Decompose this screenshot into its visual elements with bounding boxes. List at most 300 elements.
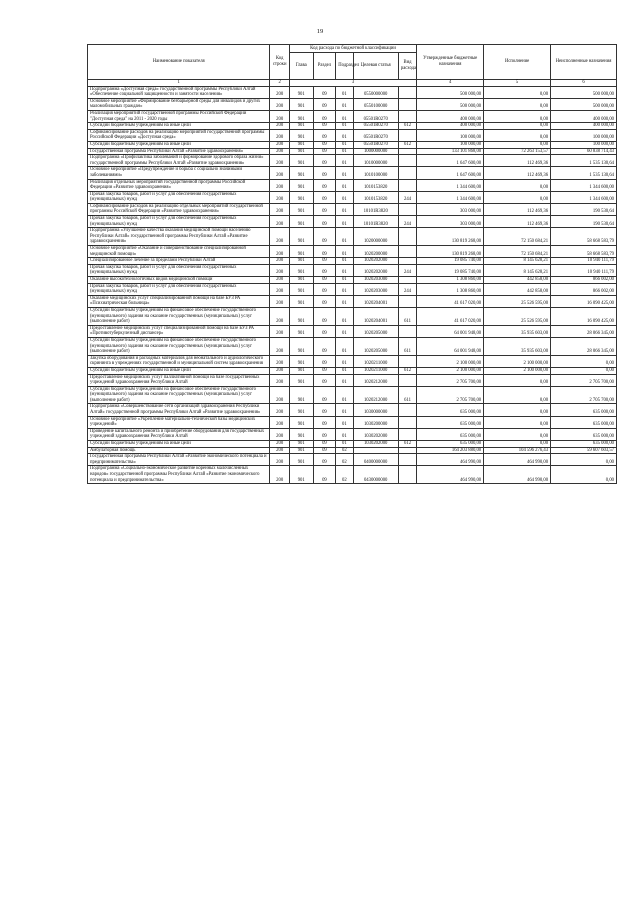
cell-name: Подпрограмма «Профилактика заболеваний и формирование здорового образа жизни» государственной программы Республики Алтай «Развитие здравоохранения»: [88, 155, 270, 167]
cell-executed: 0,00: [484, 86, 551, 98]
cell-target: 1030200000: [353, 416, 398, 428]
cell-exp-type: 244: [398, 191, 416, 203]
column-index: 4: [417, 80, 484, 87]
cell-name: Предоставление медицинских услуг специализированной помощи на базе БУЗ РА «Противотуберкулезный диспансер»: [88, 325, 270, 337]
cell-section: 09: [313, 447, 336, 454]
table-row: [88, 295, 617, 307]
cell-chapter: 901: [289, 264, 313, 276]
cell-subsection: 01: [336, 216, 353, 228]
cell-section: 09: [313, 264, 336, 276]
table-row: [88, 454, 617, 466]
cell-remaining: 100 000,00: [551, 129, 617, 141]
cell-chapter: 901: [289, 416, 313, 428]
cell-code: 200: [270, 129, 289, 141]
cell-code: 200: [270, 123, 289, 130]
table-row: [88, 428, 617, 440]
table-header-row: [88, 45, 617, 53]
cell-name: Субсидии бюджетным учреждениям на финансовое обеспечение государственного (муниципального) задания на оказание государственных (муниципальных) услуг (выполнение работ): [88, 386, 270, 404]
cell-remaining: 0,00: [551, 367, 617, 374]
cell-section: 09: [313, 404, 336, 416]
cell-approved: 19 085 740,00: [417, 258, 484, 265]
cell-remaining: 58 668 583,79: [551, 246, 617, 258]
cell-approved: 1 647 600,00: [417, 155, 484, 167]
cell-remaining: 28 066 345,00: [551, 325, 617, 337]
cell-approved: 400 000,00: [417, 110, 484, 122]
cell-remaining: 400 000,00: [551, 110, 617, 122]
cell-code: 200: [270, 167, 289, 179]
table-row: [88, 216, 617, 228]
cell-chapter: 901: [289, 203, 313, 215]
cell-executed: 25 526 595,00: [484, 295, 551, 307]
cell-executed: 35 935 603,00: [484, 325, 551, 337]
cell-approved: 500 000,00: [417, 98, 484, 110]
cell-target: 05501R0270: [353, 123, 398, 130]
cell-executed: 112 469,36: [484, 203, 551, 215]
cell-subsection: 01: [336, 167, 353, 179]
cell-subsection: 01: [336, 203, 353, 215]
cell-executed: 2 100 000,00: [484, 367, 551, 374]
cell-section: 09: [313, 246, 336, 258]
cell-target: 1020205000: [353, 337, 398, 355]
cell-name: Субсидии бюджетным учреждениям на иные цели: [88, 123, 270, 130]
cell-target: 1030202000: [353, 441, 398, 448]
cell-target: 1030000000: [353, 404, 398, 416]
cell-executed: 72 150 684,21: [484, 246, 551, 258]
cell-name: Реализация мероприятий государственной программы Российской Федерации "Доступная среда" на 2011 - 2020 годы: [88, 110, 270, 122]
cell-name: Государственная программа Республики Алтай «Развитие экономического потенциала и предпринимательства»: [88, 454, 270, 466]
cell-section: 09: [313, 191, 336, 203]
cell-remaining: 10 940 111,79: [551, 258, 617, 265]
table-row: [88, 167, 617, 179]
cell-subsection: 01: [336, 86, 353, 98]
cell-section: 09: [313, 179, 336, 191]
cell-target: 05501R0270: [353, 129, 398, 141]
cell-target: 1010100000: [353, 167, 398, 179]
cell-chapter: 901: [289, 98, 313, 110]
cell-exp-type: [398, 246, 416, 258]
cell-exp-type: [398, 258, 416, 265]
cell-section: 09: [313, 367, 336, 374]
table-row: [88, 447, 617, 454]
table-row: [88, 179, 617, 191]
cell-subsection: 01: [336, 277, 353, 284]
cell-name: Подпрограмма «Совершенствование сети организаций здравоохранения Республики Алтай» государственной программы Республики Алтай «Развитие здравоохранения»: [88, 404, 270, 416]
cell-code: 200: [270, 228, 289, 246]
cell-remaining: 635 000,00: [551, 441, 617, 448]
cell-remaining: 58 668 583,79: [551, 228, 617, 246]
cell-exp-type: [398, 466, 416, 484]
cell-name: Прочая закупка товаров, работ и услуг для обеспечения государственных (муниципальных) нужд: [88, 283, 270, 295]
cell-exp-type: [398, 203, 416, 215]
cell-remaining: 500 000,00: [551, 86, 617, 98]
table-row: [88, 129, 617, 141]
cell-exp-type: [398, 295, 416, 307]
cell-name: Амбулаторная помощь: [88, 447, 270, 454]
cell-section: 09: [313, 277, 336, 284]
cell-section: 09: [313, 337, 336, 355]
cell-subsection: 01: [336, 228, 353, 246]
cell-target: 1020202000: [353, 258, 398, 265]
cell-approved: 303 000,00: [417, 203, 484, 215]
cell-executed: 464 990,00: [484, 466, 551, 484]
cell-subsection: 01: [336, 110, 353, 122]
cell-executed: 442 858,00: [484, 277, 551, 284]
cell-executed: 104 596 276,43: [484, 447, 551, 454]
cell-approved: 464 990,00: [417, 466, 484, 484]
cell-chapter: 901: [289, 454, 313, 466]
cell-chapter: 901: [289, 86, 313, 98]
cell-section: 09: [313, 129, 336, 141]
cell-section: 09: [313, 428, 336, 440]
cell-section: 09: [313, 374, 336, 386]
cell-name: Государственная программа Республики Алтай «Развитие здравоохранения»: [88, 148, 270, 155]
header-approved: Утвержденные бюджетные назначения: [417, 45, 484, 80]
cell-code: 200: [270, 98, 289, 110]
cell-target: 1010153820: [353, 179, 398, 191]
budget-execution-table: [87, 44, 617, 484]
cell-executed: 0,00: [484, 374, 551, 386]
cell-name: Прочая закупка товаров, работ и услуг для обеспечения государственных (муниципальных) нужд: [88, 264, 270, 276]
table-row: [88, 110, 617, 122]
cell-remaining: 635 000,00: [551, 428, 617, 440]
cell-name: Субсидии бюджетным учреждениям на иные цели: [88, 441, 270, 448]
cell-name: Основное мероприятие «Укрепление материально-технической базы медицинских учреждений»: [88, 416, 270, 428]
header-bcc-group: Код расхода по бюджетной классификации: [289, 45, 416, 53]
table-row: [88, 191, 617, 203]
cell-subsection: 01: [336, 191, 353, 203]
cell-section: 09: [313, 203, 336, 215]
cell-executed: 0,00: [484, 416, 551, 428]
cell-name: Прочая закупка товаров, работ и услуг для обеспечения государственных (муниципальных) нужд: [88, 216, 270, 228]
cell-subsection: 02: [336, 466, 353, 484]
cell-chapter: 901: [289, 367, 313, 374]
cell-target: 1020211000: [353, 355, 398, 367]
cell-code: 200: [270, 416, 289, 428]
cell-name: Основное мероприятие «Оказание и совершенствование специализированной медицинской помощи»: [88, 246, 270, 258]
cell-remaining: 1 344 600,00: [551, 179, 617, 191]
cell-section: 09: [313, 325, 336, 337]
cell-remaining: 1 535 130,64: [551, 167, 617, 179]
cell-remaining: 2 705 700,00: [551, 374, 617, 386]
cell-executed: 0,00: [484, 129, 551, 141]
header-unexecuted: Неисполненные назначения: [551, 45, 617, 80]
cell-subsection: 01: [336, 148, 353, 155]
header-code: Код строки: [270, 45, 289, 80]
cell-section: 09: [313, 295, 336, 307]
table-row: [88, 355, 617, 367]
cell-code: 200: [270, 386, 289, 404]
cell-chapter: 901: [289, 386, 313, 404]
cell-code: 200: [270, 307, 289, 325]
cell-code: 200: [270, 447, 289, 454]
cell-code: 200: [270, 155, 289, 167]
table-row: [88, 141, 617, 148]
cell-chapter: 901: [289, 228, 313, 246]
cell-target: 1000000000: [353, 148, 398, 155]
cell-exp-type: [398, 228, 416, 246]
cell-exp-type: [398, 110, 416, 122]
cell-approved: 500 000,00: [417, 86, 484, 98]
cell-executed: 2 100 000,00: [484, 355, 551, 367]
cell-exp-type: 612: [398, 141, 416, 148]
cell-target: [353, 447, 398, 454]
cell-chapter: 901: [289, 355, 313, 367]
cell-target: 1020204001: [353, 295, 398, 307]
cell-subsection: 01: [336, 428, 353, 440]
cell-remaining: 16 090 425,00: [551, 307, 617, 325]
cell-chapter: 901: [289, 191, 313, 203]
cell-code: 200: [270, 264, 289, 276]
header-chapter: Глава: [289, 53, 313, 80]
cell-remaining: 866 002,00: [551, 277, 617, 284]
cell-subsection: 01: [336, 123, 353, 130]
cell-section: 09: [313, 148, 336, 155]
table-row: [88, 325, 617, 337]
cell-subsection: 01: [336, 179, 353, 191]
table-row: [88, 203, 617, 215]
cell-subsection: 01: [336, 374, 353, 386]
cell-executed: 35 935 603,00: [484, 337, 551, 355]
cell-exp-type: [398, 148, 416, 155]
cell-remaining: 190 530,64: [551, 203, 617, 215]
cell-exp-type: [398, 416, 416, 428]
cell-executed: 112 469,36: [484, 155, 551, 167]
cell-chapter: 901: [289, 307, 313, 325]
cell-executed: 0,00: [484, 441, 551, 448]
cell-target: 1020203000: [353, 283, 398, 295]
cell-name: Реализация отдельных мероприятий государственной программы Российской Федерации «Развитие здравоохранения»: [88, 179, 270, 191]
cell-subsection: 01: [336, 155, 353, 167]
cell-code: 200: [270, 441, 289, 448]
cell-target: 1030202000: [353, 428, 398, 440]
cell-remaining: 500 000,00: [551, 98, 617, 110]
table-row: [88, 228, 617, 246]
cell-approved: 400 000,00: [417, 123, 484, 130]
cell-target: 1020000000: [353, 228, 398, 246]
cell-target: 1020212000: [353, 374, 398, 386]
cell-code: 200: [270, 404, 289, 416]
table-body: [88, 86, 617, 484]
cell-executed: 442 858,00: [484, 283, 551, 295]
cell-approved: 164 203 880,00: [417, 447, 484, 454]
cell-chapter: 901: [289, 167, 313, 179]
cell-approved: 1 344 600,00: [417, 179, 484, 191]
cell-code: 200: [270, 428, 289, 440]
cell-exp-type: 244: [398, 216, 416, 228]
table-row: [88, 374, 617, 386]
cell-section: 09: [313, 216, 336, 228]
cell-chapter: 901: [289, 141, 313, 148]
cell-name: Софинансирование расходов на реализацию отдельных мероприятий государственной программы Российской Федерации «Развитие здравоохранения»: [88, 203, 270, 215]
cell-chapter: 901: [289, 441, 313, 448]
cell-remaining: 866 002,00: [551, 283, 617, 295]
table-row: [88, 258, 617, 265]
cell-approved: 130 819 268,00: [417, 228, 484, 246]
cell-executed: 25 526 595,00: [484, 307, 551, 325]
cell-name: Субсидии бюджетным учреждениям на иные цели: [88, 141, 270, 148]
table-row: [88, 337, 617, 355]
cell-target: 0430000000: [353, 466, 398, 484]
header-name: Наименование показателя: [88, 45, 270, 80]
header-target: Целевая статья: [353, 53, 398, 80]
cell-approved: 1 308 860,00: [417, 283, 484, 295]
cell-executed: 8 145 628,21: [484, 258, 551, 265]
cell-subsection: 02: [336, 454, 353, 466]
cell-target: 1020203000: [353, 277, 398, 284]
cell-remaining: 100 000,00: [551, 141, 617, 148]
column-index: 5: [484, 80, 551, 87]
cell-name: Подпрограмма «Социально-экономическое развитие коренных малочисленных народов» государственной программы Республики Алтай «Развитие экономического потенциала и предпринимательства»: [88, 466, 270, 484]
cell-executed: 8 145 628,21: [484, 264, 551, 276]
cell-approved: 133 101 868,00: [417, 148, 484, 155]
cell-name: Проведение капитального ремонта и приобретение оборудования для государственных учреждений здравоохранения Республики Алтай: [88, 428, 270, 440]
cell-exp-type: [398, 454, 416, 466]
table-row: [88, 98, 617, 110]
cell-subsection: 01: [336, 307, 353, 325]
cell-chapter: 901: [289, 148, 313, 155]
cell-section: 09: [313, 466, 336, 484]
cell-name: Прочая закупка товаров, работ и услуг для обеспечения государственных (муниципальных) нужд: [88, 191, 270, 203]
cell-remaining: 0,00: [551, 466, 617, 484]
cell-exp-type: [398, 355, 416, 367]
cell-approved: 635 000,00: [417, 428, 484, 440]
cell-subsection: 01: [336, 141, 353, 148]
header-exp-type: Вид расхода: [398, 53, 416, 80]
cell-exp-type: [398, 374, 416, 386]
cell-section: 09: [313, 86, 336, 98]
cell-target: 10101R3820: [353, 216, 398, 228]
cell-target: 1020211000: [353, 367, 398, 374]
cell-subsection: 01: [336, 264, 353, 276]
cell-approved: 100 000,00: [417, 129, 484, 141]
cell-approved: 2 705 700,00: [417, 386, 484, 404]
table-row: [88, 277, 617, 284]
cell-exp-type: [398, 179, 416, 191]
cell-approved: 19 085 740,00: [417, 264, 484, 276]
cell-section: 09: [313, 155, 336, 167]
table-row: [88, 416, 617, 428]
cell-exp-type: 612: [398, 441, 416, 448]
cell-approved: 1 308 860,00: [417, 277, 484, 284]
cell-chapter: 901: [289, 110, 313, 122]
cell-subsection: 02: [336, 447, 353, 454]
cell-section: 09: [313, 228, 336, 246]
cell-executed: 0,00: [484, 191, 551, 203]
cell-subsection: 01: [336, 386, 353, 404]
cell-executed: 0,00: [484, 123, 551, 130]
cell-approved: 100 000,00: [417, 141, 484, 148]
cell-target: 1020212000: [353, 386, 398, 404]
cell-exp-type: [398, 428, 416, 440]
table-row: [88, 367, 617, 374]
cell-remaining: 1 344 600,00: [551, 191, 617, 203]
cell-chapter: 901: [289, 337, 313, 355]
cell-chapter: 901: [289, 295, 313, 307]
cell-target: 1020200000: [353, 246, 398, 258]
cell-chapter: 901: [289, 283, 313, 295]
cell-approved: 64 001 948,00: [417, 325, 484, 337]
cell-name: Основное мероприятие «Предупреждение и борьба с социально значимыми заболеваниями»: [88, 167, 270, 179]
cell-code: 200: [270, 466, 289, 484]
cell-remaining: 2 705 700,00: [551, 386, 617, 404]
cell-target: 1010000000: [353, 155, 398, 167]
table-row: [88, 155, 617, 167]
cell-approved: 2 100 000,00: [417, 355, 484, 367]
cell-name: Софинансирование расходов на реализацию мероприятий государственной программы Российской Федерации «Доступная среда»: [88, 129, 270, 141]
cell-target: 10101R3820: [353, 203, 398, 215]
cell-section: 09: [313, 110, 336, 122]
cell-remaining: 190 530,64: [551, 216, 617, 228]
cell-code: 200: [270, 191, 289, 203]
column-index: 1: [88, 80, 270, 87]
cell-remaining: 59 607 603,57: [551, 447, 617, 454]
cell-code: 200: [270, 337, 289, 355]
cell-executed: 0,00: [484, 98, 551, 110]
cell-target: 0400000000: [353, 454, 398, 466]
table-row: [88, 404, 617, 416]
cell-target: 0550000000: [353, 86, 398, 98]
cell-executed: 0,00: [484, 110, 551, 122]
cell-exp-type: [398, 325, 416, 337]
cell-code: 200: [270, 246, 289, 258]
cell-section: 09: [313, 307, 336, 325]
table-row: [88, 283, 617, 295]
cell-code: 200: [270, 203, 289, 215]
cell-chapter: 901: [289, 428, 313, 440]
cell-subsection: 01: [336, 337, 353, 355]
cell-subsection: 01: [336, 98, 353, 110]
cell-code: 200: [270, 258, 289, 265]
cell-subsection: 01: [336, 325, 353, 337]
cell-code: 200: [270, 367, 289, 374]
cell-subsection: 01: [336, 404, 353, 416]
cell-section: 09: [313, 141, 336, 148]
cell-chapter: 901: [289, 258, 313, 265]
cell-section: 09: [313, 283, 336, 295]
cell-executed: 0,00: [484, 404, 551, 416]
cell-remaining: 400 000,00: [551, 123, 617, 130]
cell-code: 200: [270, 141, 289, 148]
column-index: 3: [289, 80, 416, 87]
cell-code: 200: [270, 295, 289, 307]
cell-code: 200: [270, 86, 289, 98]
cell-subsection: 01: [336, 441, 353, 448]
cell-target: 1020205000: [353, 325, 398, 337]
cell-executed: 112 469,36: [484, 216, 551, 228]
cell-section: 09: [313, 416, 336, 428]
cell-subsection: 01: [336, 283, 353, 295]
cell-remaining: 0,00: [551, 454, 617, 466]
cell-remaining: 1 535 130,64: [551, 155, 617, 167]
cell-approved: 303 000,00: [417, 216, 484, 228]
cell-name: Закупка оборудования и расходных материалов для неонатального и аудиологического скрининга в учреждениях государственной и муниципальной систем здравоохранения: [88, 355, 270, 367]
cell-executed: 72 150 684,21: [484, 228, 551, 246]
cell-chapter: 901: [289, 325, 313, 337]
cell-name: Специализированное лечение за пределами Республики Алтай: [88, 258, 270, 265]
cell-exp-type: [398, 447, 416, 454]
cell-name: Подпрограмма «Улучшение качества оказания медицинской помощи населению Республики Алтай» государственной программы Республики Алтай «Развитие здравоохранения»: [88, 228, 270, 246]
cell-chapter: 901: [289, 179, 313, 191]
cell-approved: 635 000,00: [417, 404, 484, 416]
cell-name: Подпрограмма «Доступная среда» государственной программы Республики Алтай «Обеспечение социальной защищенности и занятости населения»: [88, 86, 270, 98]
cell-executed: 112 469,36: [484, 167, 551, 179]
cell-section: 09: [313, 386, 336, 404]
cell-approved: 64 001 948,00: [417, 337, 484, 355]
cell-exp-type: 244: [398, 283, 416, 295]
table-row: [88, 148, 617, 155]
cell-approved: 2 100 000,00: [417, 367, 484, 374]
cell-section: 09: [313, 98, 336, 110]
